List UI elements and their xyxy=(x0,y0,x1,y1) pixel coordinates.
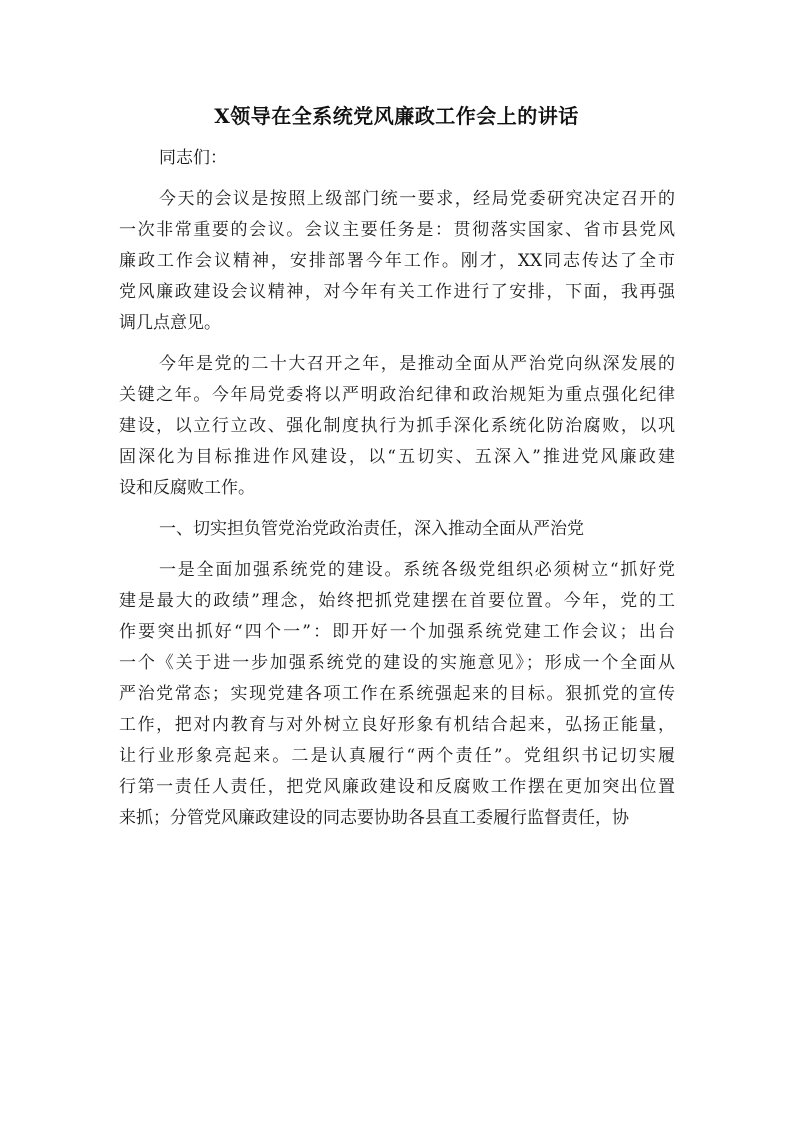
text-line: 工作，把对内教育与对外树立良好形象有机结合起来，弘扬正能量， xyxy=(119,715,675,735)
body-paragraph xyxy=(119,555,675,834)
body-paragraph xyxy=(119,349,675,504)
document-title: X领导在全系统党风廉政工作会上的讲话 xyxy=(214,104,579,128)
section-heading xyxy=(119,514,675,545)
text-line: 行第一责任人责任，把党风廉政建设和反腐败工作摆在更加突出位置 xyxy=(119,777,675,797)
text-line: 关键之年。今年局党委将以严明政治纪律和政治规矩为重点强化纪律 xyxy=(119,385,675,405)
body-paragraph xyxy=(119,184,675,339)
text-line: 廉政工作会议精神，安排部署今年工作。刚才，XX同志传达了全市 xyxy=(119,251,675,271)
text-line: 让行业形象亮起来。二是认真履行“两个责任”。党组织书记切实履 xyxy=(119,746,675,766)
text-line: 今年是党的二十大召开之年，是推动全面从严治党向纵深发展的 xyxy=(159,354,675,374)
text-line: 今天的会议是按照上级部门统一要求，经局党委研究决定召开的 xyxy=(159,189,675,209)
text-line: 建是最大的政绩”理念，始终把抓党建摆在首要位置。今年，党的工 xyxy=(119,591,675,611)
text-line: 同志们： xyxy=(159,148,227,168)
text-line: 一、切实担负管党治党政治责任，深入推动全面从严治党 xyxy=(159,519,584,539)
salutation xyxy=(119,143,675,174)
text-line: 党风廉政建设会议精神，对今年有关工作进行了安排，下面，我再强 xyxy=(119,282,675,302)
text-line: 一是全面加强系统党的建设。系统各级党组织必须树立“抓好党 xyxy=(159,560,675,580)
text-line: 调几点意见。 xyxy=(119,313,221,333)
text-line: 一次非常重要的会议。会议主要任务是：贯彻落实国家、省市县党风 xyxy=(119,220,675,240)
text-line: 严治党常态；实现党建各项工作在系统强起来的目标。狠抓党的宣传 xyxy=(119,684,675,704)
document-body xyxy=(119,143,675,844)
text-line: 建设，以立行立改、强化制度执行为抓手深化系统化防治腐败，以巩 xyxy=(119,416,675,436)
text-line: 一个《关于进一步加强系统党的建设的实施意见》；形成一个全面从 xyxy=(119,653,675,673)
text-line: 设和反腐败工作。 xyxy=(119,478,255,498)
text-line: 作要突出抓好“四个一”：即开好一个加强系统党建工作会议；出台 xyxy=(119,622,675,642)
text-line: 固深化为目标推进作风建设，以“五切实、五深入”推进党风廉政建 xyxy=(119,447,675,467)
text-line: 来抓；分管党风廉政建设的同志要协助各县直工委履行监督责任，协 xyxy=(119,808,629,828)
